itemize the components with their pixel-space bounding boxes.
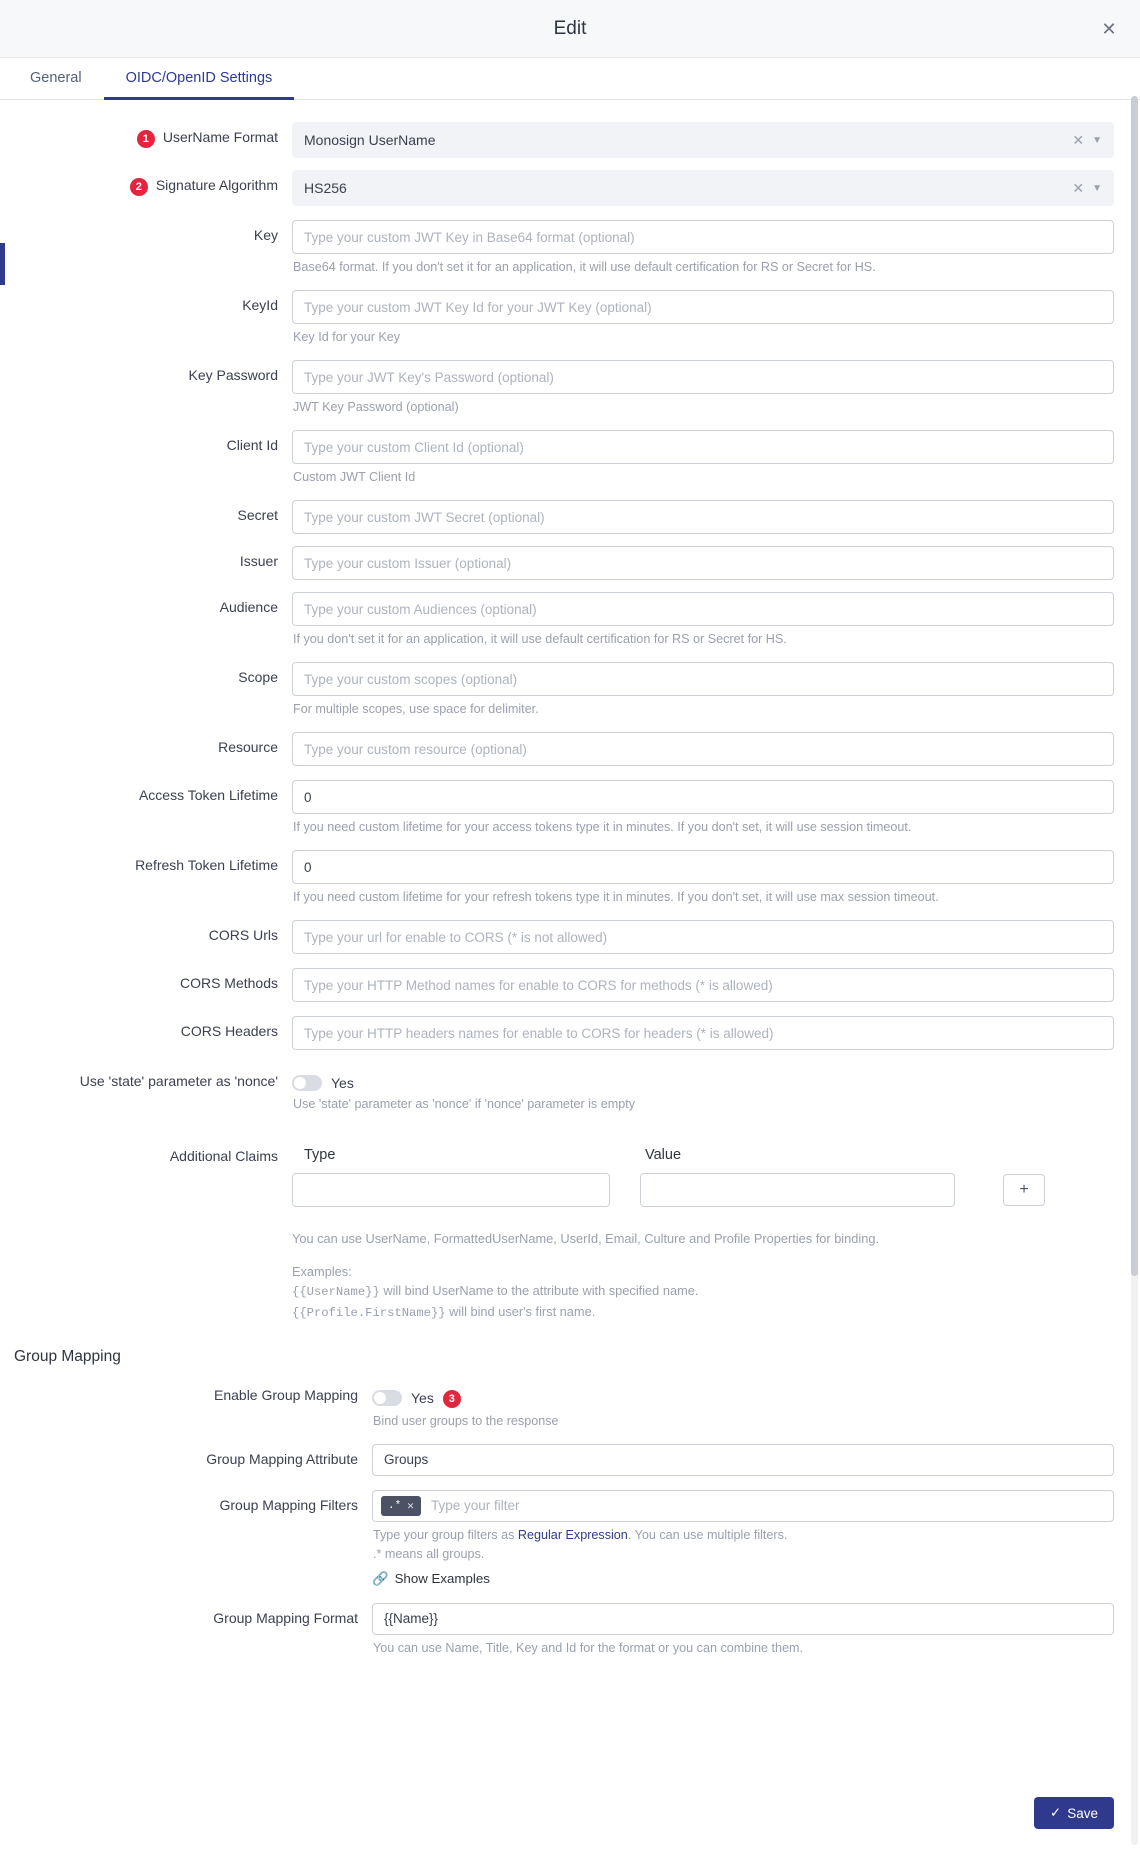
username-format-field-col [292,120,1114,158]
group-mapping-section-title: Group Mapping [14,1347,121,1365]
additional-claims-type-input[interactable] [292,1173,610,1207]
regular-expression-link[interactable]: Regular Expression [517,1527,628,1542]
secret-field-col [292,498,1114,534]
resource-label: Resource [218,739,278,755]
field-row-username-format [0,120,1140,158]
key-password-field-col [292,358,1114,426]
close-icon[interactable]: ✕ [1096,16,1122,42]
field-row-cors-urls [0,918,1140,954]
scope-label-col [0,660,292,685]
group-mapping-format-input[interactable] [372,1603,1114,1635]
cors-headers-field-col [292,1014,1114,1050]
access-token-lifetime-label-col [0,778,292,803]
field-row-resource [0,730,1140,766]
key-label-col [0,218,292,243]
filters-hint-line2-text: means all groups. [381,1546,485,1561]
dialog-footer [0,1779,1140,1851]
cors-methods-label-col [0,966,292,991]
scope-label: Scope [238,669,278,685]
field-row-additional-claims [0,1137,1140,1322]
field-row-cors-headers [0,1014,1140,1050]
scope-input[interactable] [292,662,1114,696]
state-as-nonce-toggle-label: Yes [331,1075,354,1091]
save-button-label: Save [1067,1805,1098,1821]
field-row-issuer [0,544,1140,580]
group-mapping-format-label: Group Mapping Format [213,1609,358,1626]
additional-claims-example-2 [292,1302,1114,1322]
additional-claims-col-value: Value [645,1147,682,1163]
key-password-input[interactable] [292,360,1114,394]
signature-algorithm-select[interactable] [292,170,1114,206]
key-password-hint: JWT Key Password (optional) [293,400,459,414]
save-button[interactable] [1034,1797,1114,1829]
additional-claims-examples-title: Examples: [292,1264,352,1280]
additional-claims-note-line1: You can use UserName, FormattedUserName, UserId, Email, Culture and Profile Properties for binding. [292,1231,880,1246]
issuer-input[interactable] [292,546,1114,580]
audience-input[interactable] [292,592,1114,626]
refresh-token-lifetime-label-col [0,848,292,873]
example-1-text: will bind UserName to the attribute with specified name. [379,1283,699,1299]
left-edge-marker [0,243,5,285]
issuer-label-col [0,544,292,569]
add-claim-button[interactable]: + [1003,1174,1045,1206]
field-row-enable-group-mapping [0,1380,1140,1440]
cors-headers-label: CORS Headers [180,1023,278,1039]
cors-urls-label-col [0,918,292,943]
client-id-field-col [292,428,1114,496]
field-row-state-as-nonce [0,1066,1140,1123]
group-mapping-filters-label: Group Mapping Filters [219,1496,358,1513]
tab-general[interactable]: General [30,69,82,86]
scope-hint: For multiple scopes, use space for delimiter. [293,702,539,716]
scrollbar-thumb[interactable] [1131,96,1138,1276]
client-id-label-col [0,428,292,453]
example-2-code: {{Profile.FirstName}} [292,1305,446,1320]
field-row-signature-algorithm [0,168,1140,206]
filter-chip[interactable] [381,1496,421,1516]
key-password-label: Key Password [188,367,278,383]
key-id-label-col [0,288,292,313]
group-mapping-filters-label-col [0,1488,372,1513]
group-mapping-format-field-col [372,1601,1114,1667]
field-row-audience [0,590,1140,658]
enable-group-mapping-label-col [0,1380,372,1403]
scope-field-col [292,660,1114,728]
clear-icon[interactable]: ✕ [1072,179,1085,196]
signature-algorithm-value: HS256 [304,180,347,196]
filters-hint-line2-code: .* [373,1546,382,1561]
secret-label: Secret [237,507,278,523]
username-format-select[interactable] [292,122,1114,158]
key-id-hint: Key Id for your Key [293,330,401,344]
audience-label-col [0,590,292,615]
check-icon: ✓ [1049,1805,1062,1820]
link-icon: 🔗 [372,1570,389,1586]
group-mapping-filters-hint [373,1527,1114,1544]
cors-methods-input[interactable] [292,968,1114,1002]
field-row-group-mapping-format [0,1601,1140,1667]
signature-algorithm-label: Signature Algorithm [155,177,278,193]
key-id-field-col [292,288,1114,356]
additional-claims-label-col [0,1137,292,1164]
resource-input[interactable] [292,732,1114,766]
dialog-header [0,0,1140,58]
username-format-label-col [0,120,292,148]
group-mapping-filters-hint-2 [373,1546,1114,1563]
group-mapping-filters-input[interactable] [372,1490,1114,1522]
show-examples-label: Show Examples [394,1571,490,1587]
client-id-input[interactable] [292,430,1114,464]
state-as-nonce-hint: Use 'state' parameter as 'nonce' if 'nonce' parameter is empty [293,1097,636,1111]
access-token-lifetime-label: Access Token Lifetime [138,787,278,803]
cors-urls-label: CORS Urls [208,927,278,943]
additional-claims-type-cell [292,1173,610,1207]
audience-field-col [292,590,1114,658]
additional-claims-note [292,1229,1114,1322]
state-as-nonce-toggle[interactable] [292,1075,322,1091]
group-mapping-attribute-label: Group Mapping Attribute [206,1450,358,1467]
access-token-lifetime-hint: If you need custom lifetime for your access tokens type it in minutes. If you don't set, it will use session timeout. [293,820,912,834]
chevron-down-icon[interactable]: ▼ [1092,134,1102,146]
secret-label-col [0,498,292,523]
field-row-group-mapping-filters [0,1488,1140,1587]
field-row-key [0,218,1140,286]
issuer-field-col [292,544,1114,580]
group-mapping-attribute-label-col [0,1442,372,1467]
signature-algorithm-field-col [292,168,1114,206]
audience-hint: If you don't set it for an application, it will use default certification for RS or Secret for HS. [293,632,787,646]
key-field-col [292,218,1114,286]
cors-urls-input[interactable] [292,920,1114,954]
field-row-group-mapping-attribute [0,1442,1140,1476]
field-row-key-id [0,288,1140,356]
filter-chip-label: .* [388,1499,402,1512]
cors-headers-input[interactable] [292,1016,1114,1050]
cors-urls-field-col [292,918,1114,954]
additional-claims-value-cell [640,1173,955,1207]
enable-group-mapping-label: Enable Group Mapping [214,1386,358,1403]
refresh-token-lifetime-label: Refresh Token Lifetime [135,857,278,873]
key-id-label: KeyId [242,297,278,313]
step-badge-2: 2 [130,178,148,196]
resource-field-col [292,730,1114,766]
field-row-client-id [0,428,1140,496]
field-row-access-token-lifetime [0,778,1140,846]
field-row-cors-methods [0,966,1140,1002]
state-as-nonce-toggle-wrap [292,1068,1114,1091]
refresh-token-lifetime-field-col [292,848,1114,916]
secret-input[interactable] [292,500,1114,534]
access-token-lifetime-field-col [292,778,1114,846]
additional-claims-header [292,1147,1114,1163]
tab-bar [0,58,1140,100]
close-icon[interactable]: ✕ [407,1500,414,1513]
filters-hint-pre: Type your group filters as [373,1527,518,1542]
refresh-token-lifetime-input[interactable] [292,850,1114,884]
additional-claims-field-col [292,1137,1114,1322]
issuer-label: Issuer [239,553,278,569]
additional-claims-label: Additional Claims [169,1148,278,1164]
username-format-value: Monosign UserName [304,132,436,148]
field-row-scope [0,660,1140,728]
page-title: Edit [553,17,587,39]
cors-methods-label: CORS Methods [179,975,278,991]
additional-claims-col-type: Type [304,1147,336,1163]
access-token-lifetime-input[interactable] [292,780,1114,814]
key-password-label-col [0,358,292,383]
scrollbar-track[interactable] [1131,96,1138,1845]
oidc-settings-form [0,100,1140,1779]
group-mapping-filters-field-col [372,1488,1114,1587]
enable-group-mapping-toggle-label: Yes [411,1390,434,1407]
username-format-label: UserName Format [162,129,278,145]
example-2-text: will bind user's first name. [445,1303,596,1319]
group-mapping-format-hint: You can use Name, Title, Key and Id for the format or you can combine them. [373,1640,804,1655]
group-mapping-attribute-field-col [372,1442,1114,1476]
field-row-refresh-token-lifetime [0,848,1140,916]
cors-headers-label-col [0,1014,292,1039]
group-mapping-filters-input-wrap [372,1490,1114,1522]
state-as-nonce-field-col [292,1066,1114,1123]
step-badge-3: 3 [443,1390,461,1408]
show-examples-button[interactable] [372,1571,490,1587]
additional-claims-example-1 [292,1281,1114,1301]
additional-claims-value-input[interactable] [640,1173,955,1207]
key-hint: Base64 format. If you don't set it for an application, it will use default certification for RS or Secret for HS. [293,260,876,274]
refresh-token-lifetime-hint: If you need custom lifetime for your refresh tokens type it in minutes. If you don't set, it will use max session timeout. [293,890,939,904]
tab-oidc-openid-settings[interactable]: OIDC/OpenID Settings [104,58,295,100]
group-mapping-format-label-col [0,1601,372,1626]
cors-methods-field-col [292,966,1114,1002]
field-row-secret [0,498,1140,534]
client-id-label: Client Id [226,437,278,453]
example-1-code: {{UserName}} [292,1285,380,1300]
step-badge-1: 1 [137,130,155,148]
enable-group-mapping-hint: Bind user groups to the response [373,1413,559,1428]
clear-icon[interactable]: ✕ [1072,131,1085,148]
key-id-input[interactable] [292,290,1114,324]
audience-label: Audience [219,599,278,615]
chevron-down-icon[interactable]: ▼ [1092,182,1102,194]
resource-label-col [0,730,292,755]
client-id-hint: Custom JWT Client Id [293,470,416,484]
key-input[interactable] [292,220,1114,254]
state-as-nonce-label: Use 'state' parameter as 'nonce' [79,1073,278,1089]
enable-group-mapping-toggle[interactable] [372,1390,402,1406]
filters-hint-post: . You can use multiple filters. [627,1527,788,1542]
additional-claims-row [292,1173,1114,1207]
group-mapping-attribute-input[interactable] [372,1444,1114,1476]
signature-algorithm-label-col [0,168,292,196]
state-as-nonce-label-col [0,1066,292,1089]
enable-group-mapping-toggle-wrap [372,1382,1114,1408]
enable-group-mapping-field-col [372,1380,1114,1440]
field-row-key-password [0,358,1140,426]
key-label: Key [253,227,278,243]
